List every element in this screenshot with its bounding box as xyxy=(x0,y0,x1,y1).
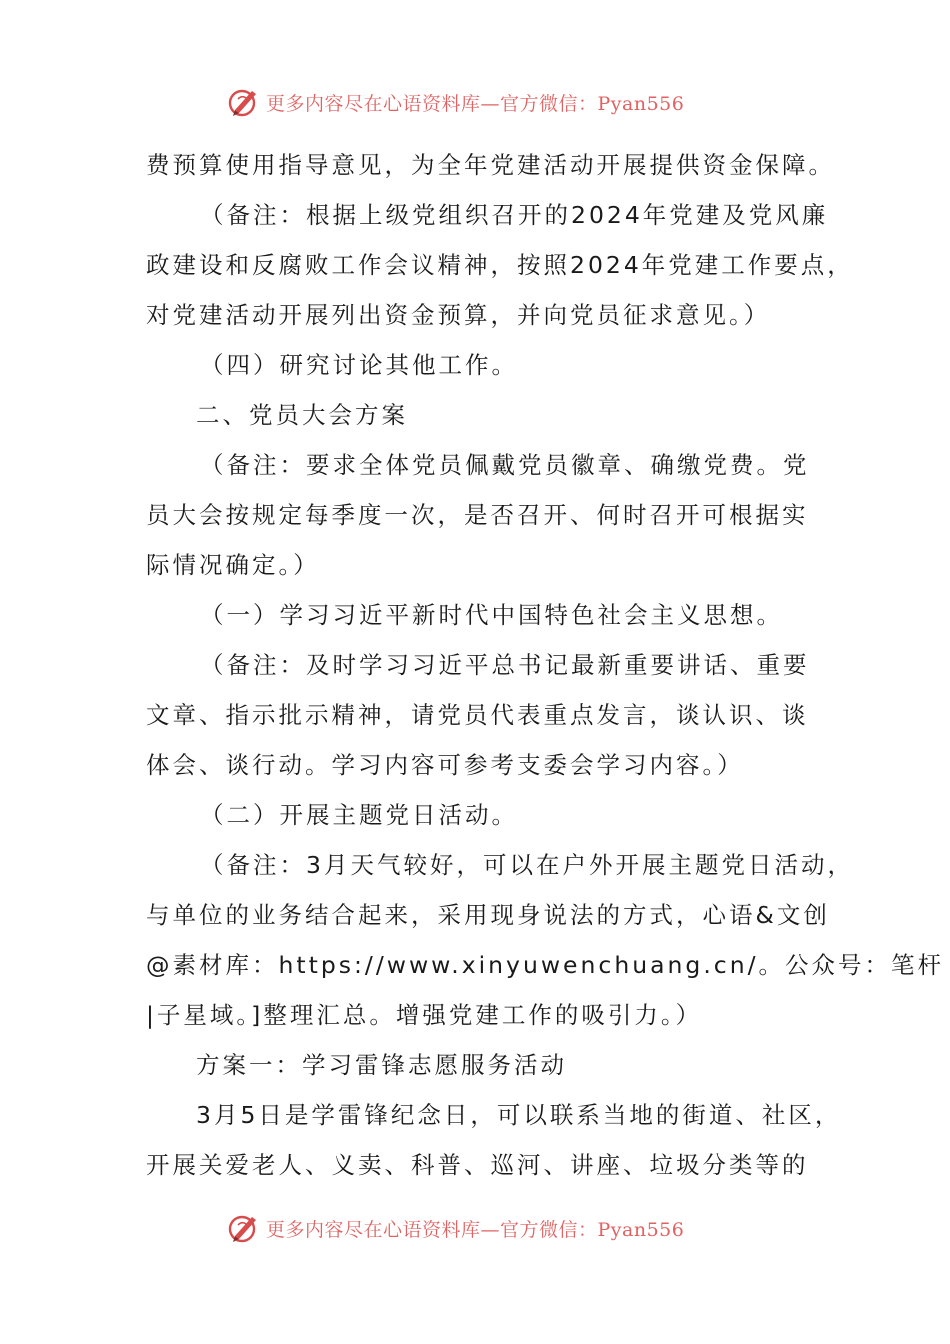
watermark-text: 更多内容尽在心语资料库—官方微信：Pyan556 xyxy=(266,1218,685,1241)
text-line: （二）开展主题党日活动。 xyxy=(200,801,518,829)
document-body xyxy=(146,140,945,1190)
text-line: |子星域。]整理汇总。增强党建工作的吸引力。） xyxy=(146,1001,703,1029)
pen-logo-icon xyxy=(226,1211,260,1245)
text-line: 文章、指示批示精神，请党员代表重点发言，谈认识、谈 xyxy=(146,701,809,729)
text-line: 3月5日是学雷锋纪念日，可以联系当地的街道、社区， xyxy=(196,1101,842,1129)
watermark-text: 更多内容尽在心语资料库—官方微信：Pyan556 xyxy=(266,92,685,115)
text-line: （一）学习习近平新时代中国特色社会主义思想。 xyxy=(200,601,783,629)
text-line: （备注：根据上级党组织召开的2024年党建及党风廉 xyxy=(200,201,829,229)
pen-logo-icon xyxy=(226,85,260,119)
text-line: 际情况确定。） xyxy=(146,551,320,579)
text-line: 对党建活动开展列出资金预算，并向党员征求意见。） xyxy=(146,301,771,329)
text-line: 员大会按规定每季度一次，是否召开、何时召开可根据实 xyxy=(146,501,809,529)
text-line: （备注：及时学习习近平总书记最新重要讲话、重要 xyxy=(200,651,810,679)
text-line: 体会、谈行动。学习内容可参考支委会学习内容。） xyxy=(146,751,744,779)
text-line: （备注：3月天气较好，可以在户外开展主题党日活动， xyxy=(200,851,854,879)
text-line: （四）研究讨论其他工作。 xyxy=(200,351,518,379)
section-heading: 方案一：学习雷锋志愿服务活动 xyxy=(196,1051,567,1079)
text-line: 政建设和反腐败工作会议精神，按照2024年党建工作要点， xyxy=(146,251,854,279)
text-line: @素材库：https://www.xinyuwenchuang.cn/。公众号：笔杆 xyxy=(146,951,945,979)
text-line: 与单位的业务结合起来，采用现身说法的方式，心语&文创 xyxy=(146,901,830,929)
footer-watermark xyxy=(226,1210,684,1246)
text-line: 费预算使用指导意见，为全年党建活动开展提供资金保障。 xyxy=(146,151,835,179)
section-heading: 二、党员大会方案 xyxy=(196,401,408,429)
header-watermark xyxy=(226,84,684,120)
text-line: 开展关爱老人、义卖、科普、巡河、讲座、垃圾分类等的 xyxy=(146,1151,809,1179)
text-line: （备注：要求全体党员佩戴党员徽章、确缴党费。党 xyxy=(200,451,810,479)
